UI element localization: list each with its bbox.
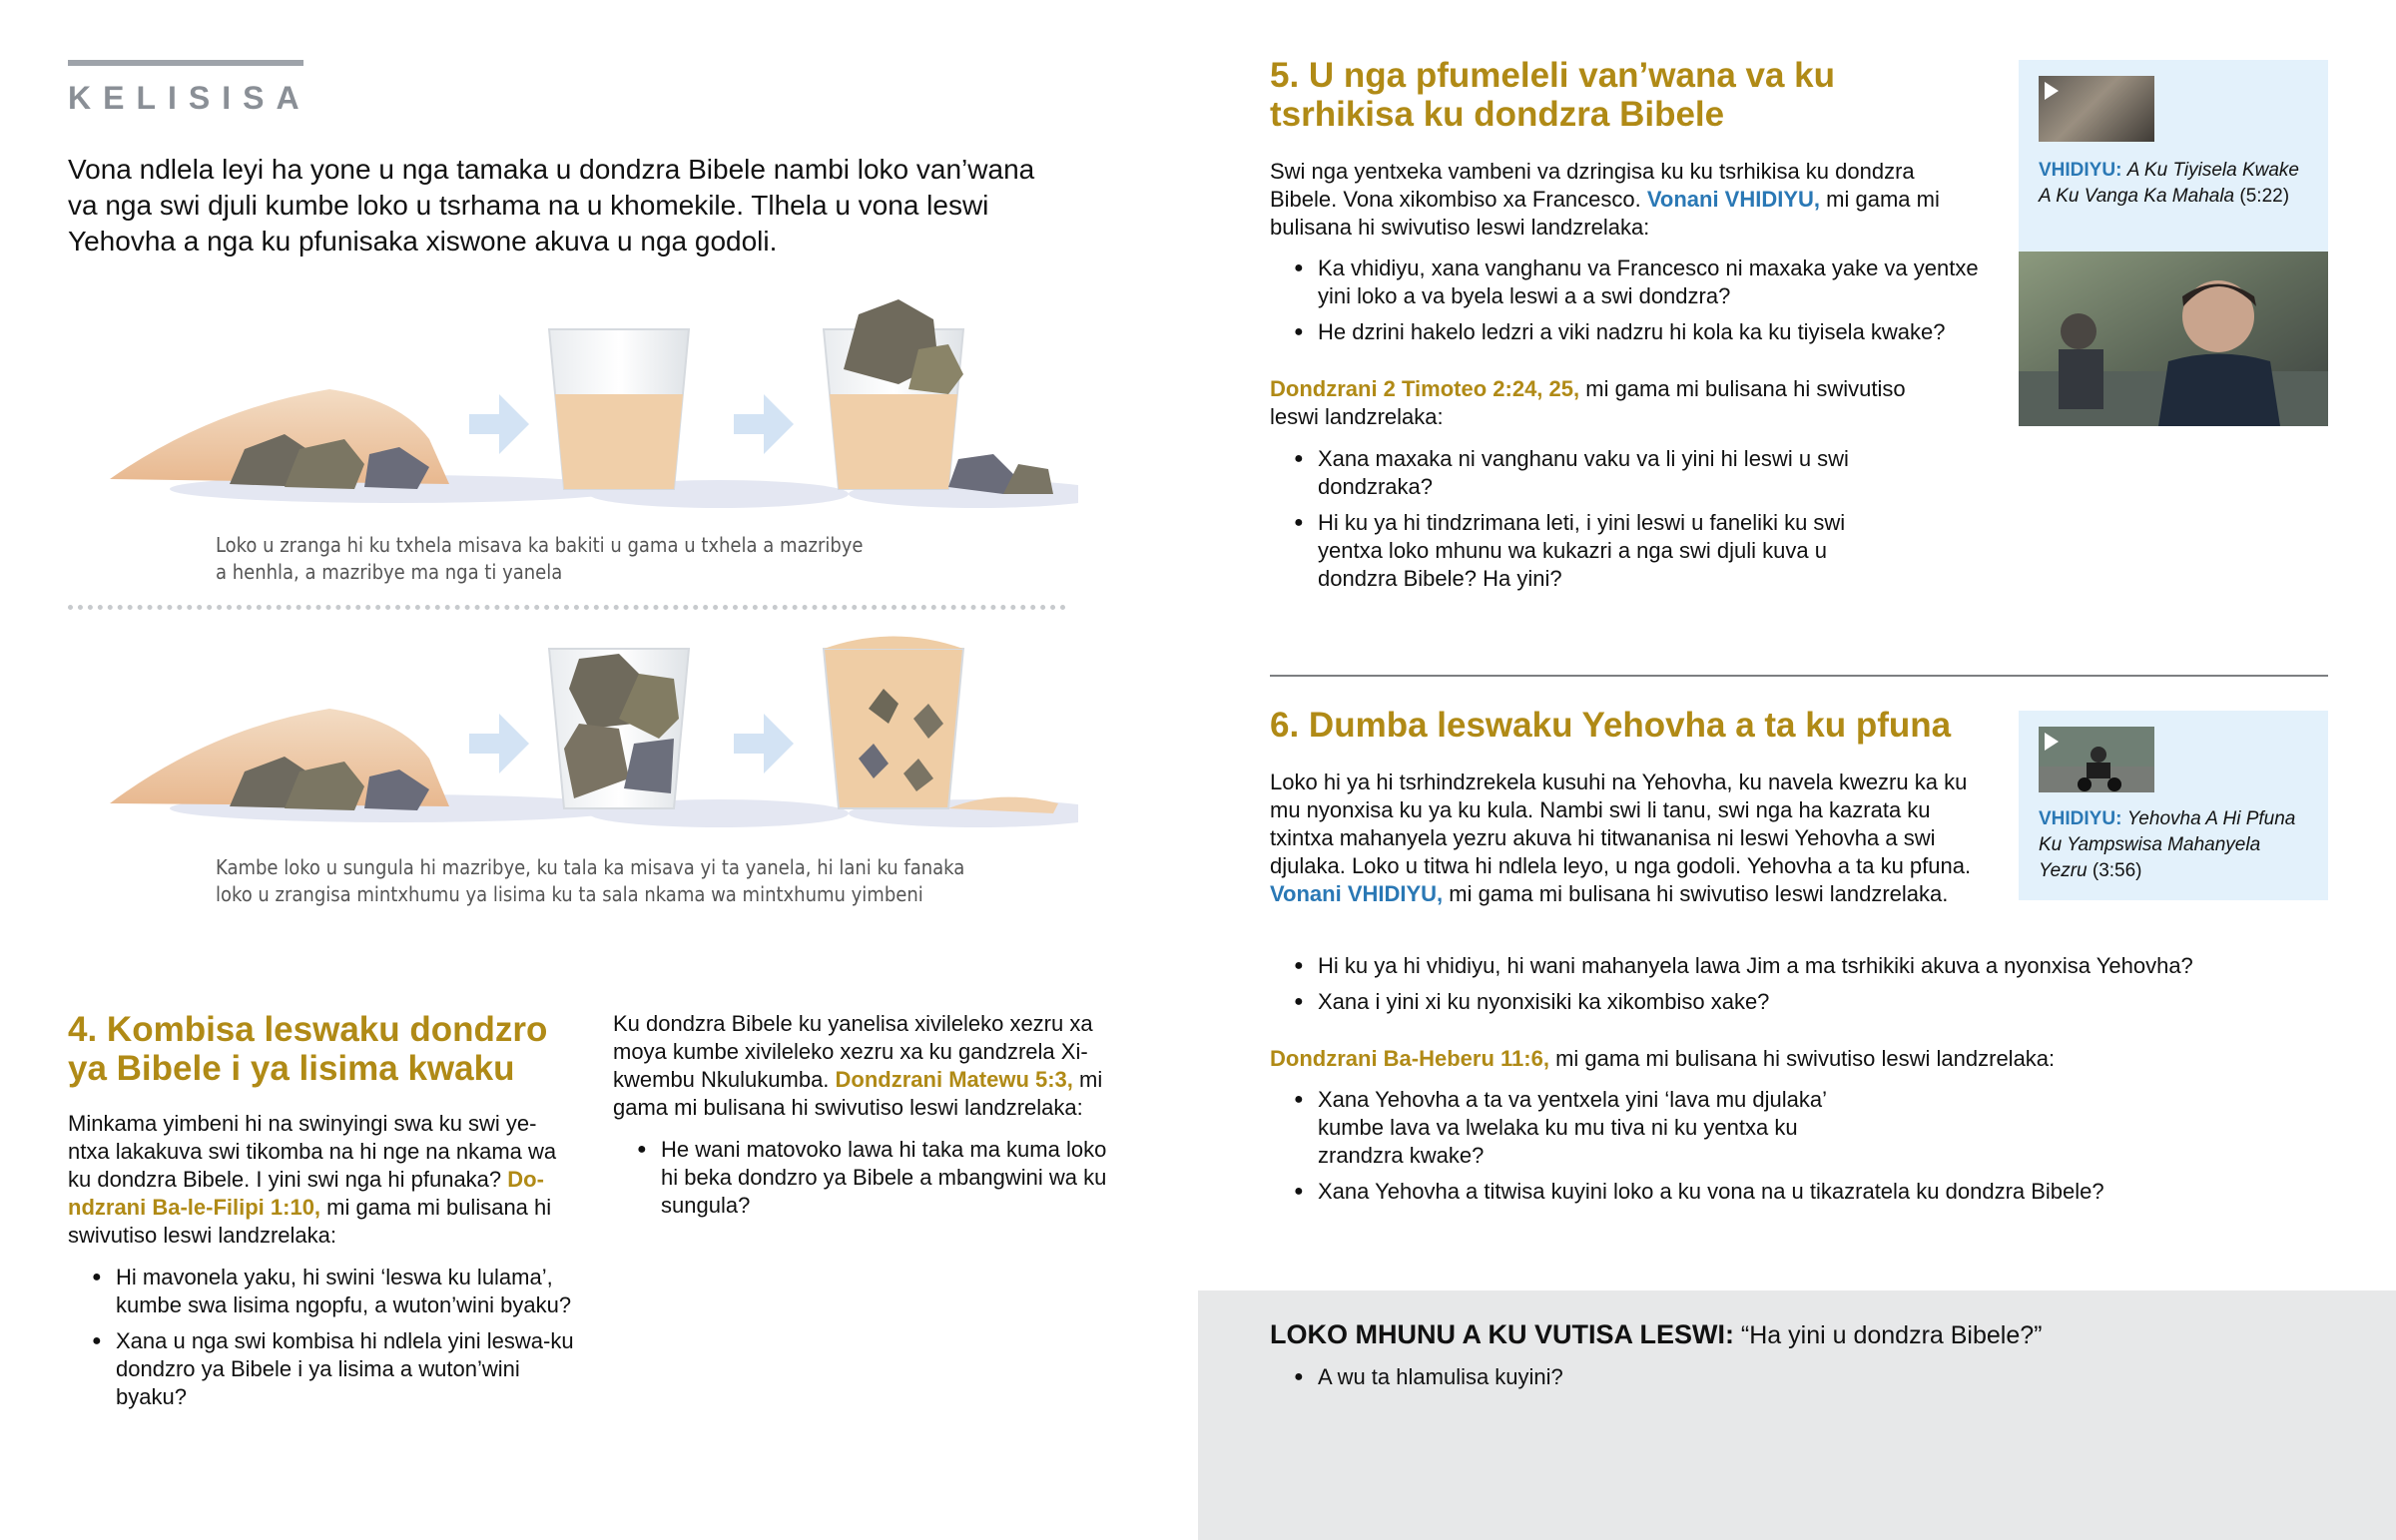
arrow-icon bbox=[469, 394, 529, 454]
section-6-paragraph-2: Dondzrani Ba-Heberu 11:6, mi gama mi bulisana hi swivutiso leswi landzrelaka: bbox=[1270, 1046, 2056, 1071]
arrow-icon bbox=[734, 394, 794, 454]
caption-1: Loko u zranga hi ku txhela misava ka bakiti u gama u txhela a mazribye a henhla, a mazribye ma nga ti yanela bbox=[216, 533, 864, 584]
video-box-5[interactable] bbox=[2019, 60, 2328, 252]
section-4-questions-left bbox=[68, 1264, 577, 1419]
list-item: ● Xana i yini xi ku nyonxisiki ka xikombiso xake? bbox=[1270, 988, 2328, 1016]
list-item: ● Xana Yehovha a titwisa kuyini loko a ku vona na u tikazratela ku dondzra Bibele? bbox=[1270, 1178, 2328, 1206]
section-divider bbox=[1270, 675, 2328, 677]
list-item: ● A wu ta hlamulisa kuyini? bbox=[1270, 1363, 2168, 1391]
video-box-6[interactable] bbox=[2019, 711, 2328, 900]
section-5-paragraph: Swi nga yentxeka vambeni va dzringisa ku ku tsrhikisa ku dondzra Bibele. Vona xikombiso xa Francesco. Vonani VHIDIYU, mi gama mi bulisana hi swivutiso leswi landzrelaka: bbox=[1270, 159, 1940, 240]
play-icon[interactable] bbox=[2045, 82, 2059, 100]
illustration-sand-first bbox=[100, 289, 1078, 519]
section-6-paragraph: Loko hi ya hi tsrhindzrekela kusuhi na Yehovha, ku navela kwezru ka ku mu nyonxisa ku ya ku kula. Nambi swi li tanu, swi nga ha kazrata ku txintxa mahanyela yezru akuva hi titwananisa ni leswi Yehovha a swi djulaka. Loko u titwa hi ndlela leyo, u nga godoli. Yehovha a ta ku pfuna. Vonani VHIDIYU, mi gama mi bulisana hi swivutiso leswi landzrelaka. bbox=[1270, 770, 1972, 906]
section-4-questions-right bbox=[613, 1136, 1122, 1228]
list-item: ● Hi ku ya hi vhidiyu, hi wani mahanyela lawa Jim a ma tsrhikiki akuva a nyonxisa Yehovha? bbox=[1270, 952, 2328, 980]
list-item: ● Xana maxaka ni vanghanu vaku va li yini hi leswi u swi dondzraka? bbox=[1270, 445, 1889, 501]
scripture-link[interactable]: Dondzrani 2 Timoteo 2:24, 25, bbox=[1270, 376, 1580, 401]
video-link[interactable]: Vonani VHIDIYU, bbox=[1270, 881, 1444, 906]
list-item: ● Hi mavonela yaku, hi swini ‘leswa ku lulama’, kumbe swa lisima ngopfu, a wuton’wini byaku? bbox=[68, 1264, 577, 1319]
list-item: ● Hi ku ya hi tindzrimana leti, i yini leswi u faneliki ku swi yentxa loko mhunu wa kukazri a nga swi djuli kuva u dondzra Bibele? Ha yini? bbox=[1270, 509, 1889, 593]
rock bbox=[1003, 464, 1053, 494]
section-4-title: 4. Kombisa leswaku dondzro ya Bibele i ya lisima kwaku bbox=[68, 1010, 548, 1088]
scripture-link[interactable]: Dondzrani Matewu 5:3, bbox=[835, 1067, 1073, 1092]
section-6-questions-2 bbox=[1270, 1086, 2328, 1214]
scripture-link[interactable]: Dondzrani Ba-Heberu 11:6, bbox=[1270, 1046, 1549, 1071]
section-4-paragraph: Minkama yimbeni hi na swinyingi swa ku swi ye-ntxa lakakuva swi tikomba na hi nge na nkama wa ku dondzra Bibele. I yini swi nga hi pfunaka? Do-ndzrani Ba-le-Filipi 1:10, mi gama mi bulisana hi swivutiso leswi landzrelaka: bbox=[68, 1111, 557, 1248]
section-5-questions-2 bbox=[1270, 445, 1889, 601]
video-thumbnail[interactable] bbox=[2039, 727, 2154, 792]
section-rule bbox=[68, 60, 303, 66]
video-link[interactable]: Vonani VHIDIYU, bbox=[1646, 187, 1821, 212]
intro-paragraph: Vona ndlela leyi ha yone u nga tamaka u dondzra Bibele nambi loko van’wana va nga swi djuli kumbe loko u tsrhama na u khomekile. Tlhela u vona leswi Yehovha a nga ku pfunisaka xiswone akuva u nga godoli. bbox=[68, 154, 1035, 257]
section-6-questions-1 bbox=[1270, 952, 2328, 1024]
list-item: ● Xana u nga swi kombisa hi ndlela yini leswa-ku dondzro ya Bibele i ya lisima a wuton’wini byaku? bbox=[68, 1327, 577, 1411]
arrow-icon bbox=[734, 714, 794, 773]
person-jacket bbox=[2158, 354, 2280, 427]
list-item: ● Ka vhidiyu, xana vanghanu va Francesco ni maxaka yake va yentxe yini loko a va byela leswi a a swi dondzra? bbox=[1270, 255, 2009, 310]
section-6-title: 6. Dumba leswaku Yehovha a ta ku pfuna bbox=[1270, 706, 1952, 745]
ask-heading: LOKO MHUNU A KU VUTISA LESWI: “Ha yini u dondzra Bibele?” bbox=[1270, 1319, 2043, 1349]
section-5-questions-1 bbox=[1270, 255, 2009, 354]
caption-2: Kambe loko u sungula hi mazribye, ku tala ka misava yi ta yanela, hi lani ku fanaka loko u zrangisa mintxhumu ya lisima ku ta sala nkama wa mintxhumu yimbeni bbox=[216, 855, 965, 906]
page-title: KELISISA bbox=[68, 80, 311, 116]
list-item: ● Xana Yehovha a ta va yentxela yini ‘lava mu djulaka’ kumbe lava va lwelaka ku mu tiva ni ku yentxa ku zrandzra kwake? bbox=[1270, 1086, 1837, 1170]
sand-in-cup bbox=[555, 394, 683, 489]
video-thumbnail[interactable] bbox=[2039, 76, 2154, 142]
illustration-rocks-first bbox=[100, 629, 1078, 838]
section-5-paragraph-2: Dondzrani 2 Timoteo 2:24, 25, mi gama mi bulisana hi swivutiso leswi landzrelaka: bbox=[1270, 376, 1906, 429]
sand-in-cup bbox=[830, 394, 957, 489]
ask-questions bbox=[1270, 1363, 2168, 1399]
video-caption: VHIDIYU: A Ku Tiyisela Kwake A Ku Vanga Ka Mahala (5:22) bbox=[2039, 160, 2299, 207]
video-still-photo bbox=[2019, 252, 2328, 426]
scripture-link[interactable]: Do-ndzrani Ba-le-Filipi 1:10, bbox=[68, 1167, 544, 1220]
list-item: ● He dzrini hakelo ledzri a viki nadzru hi kola ka ku tiyisela kwake? bbox=[1270, 318, 2009, 346]
list-item: ● He wani matovoko lawa hi taka ma kuma loko hi beka dondzro ya Bibele a mbangwini wa ku sungula? bbox=[613, 1136, 1122, 1220]
cup bbox=[824, 649, 963, 808]
section-5-title: 5. U nga pfumeleli van’wana va ku tsrhikisa ku dondzra Bibele bbox=[1270, 56, 1836, 134]
dotted-divider bbox=[68, 605, 1066, 610]
section-4-paragraph-2: Ku dondzra Bibele ku yanelisa xivileleko xezru xa moya kumbe xivileleko xezru xa ku gandzrela Xi-kwembu Nkulukumba. Dondzrani Matewu 5:3, mi gama mi bulisana hi swivutiso leswi landzrelaka: bbox=[613, 1011, 1103, 1120]
arrow-icon bbox=[469, 714, 529, 773]
video-caption: VHIDIYU: Yehovha A Hi Pfuna Ku Yampswisa Mahanyela Yezru (3:56) bbox=[2039, 808, 2296, 881]
